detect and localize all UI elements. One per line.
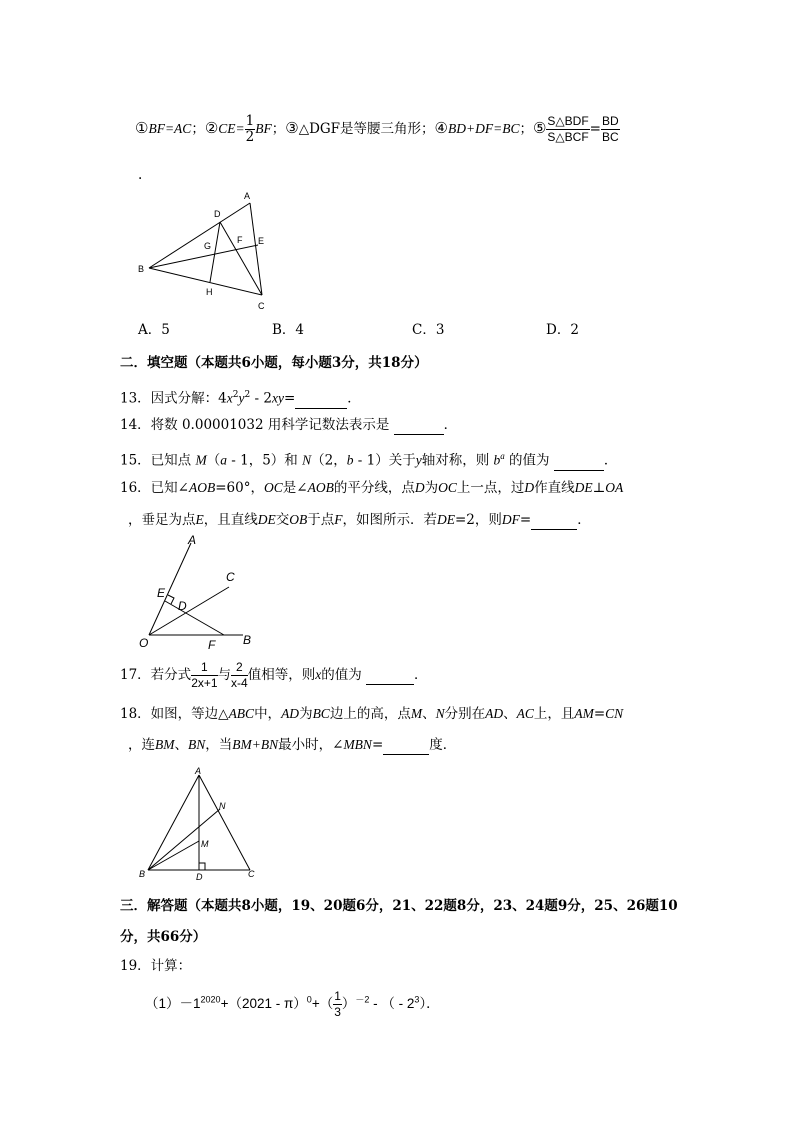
q19-text: +（2021 - π） [220,996,307,1012]
separator: ； [421,121,435,137]
q18-text: = [371,737,384,753]
segment-dh [210,222,220,282]
label-c: C [258,301,265,311]
question-19-part-1 [145,989,440,1020]
q18-text: 、 [422,706,436,722]
q16-figure [135,535,265,655]
period: ． [443,417,458,433]
equals-sign: = [283,390,296,407]
q18-figure [138,765,268,883]
q15-text: （ [206,452,221,469]
q18-text: ，当 [205,737,233,753]
q16-text: ，如图所示．若 [342,512,437,528]
var: AD [281,706,300,721]
var: AOB [307,480,334,495]
q16-text: 的平分线，点 [333,480,415,496]
q15-text: - 1）关于 [353,452,416,469]
q16-text: 于点 [307,512,335,528]
period: ． [414,667,428,683]
q12-s5-area-fraction [546,114,589,145]
label-b: B [138,264,145,274]
q16-text: 16．已知∠ [120,480,189,496]
label-c: C [248,869,255,879]
label-m: M [201,839,209,849]
q17-text: 的值为 [321,667,362,683]
separator: ； [191,121,205,137]
q12-s5-marker: ⑤ [532,119,547,137]
q19-text: ）． [419,996,440,1012]
q16-text: ⊥ [592,480,606,496]
segment-ba [149,203,250,268]
label-b: B [243,633,252,647]
label-f: F [208,638,216,652]
fraction-numerator: 1 [191,660,217,676]
exponent: 2 [232,390,239,400]
label-o: O [139,636,149,650]
q16-text: 为 [424,480,439,496]
q12-s2-marker: ② [204,119,219,137]
label-f: F [237,235,243,245]
question-13 [120,386,361,409]
q19-text: +（ [311,996,334,1012]
fraction-numerator: 1 [334,989,341,1003]
exponent: 3 [414,994,420,1005]
var: BN [188,737,206,752]
var-x: x [226,390,233,406]
var-x: x [315,667,322,682]
var: OB [289,512,308,527]
q18-text: 分别在 [444,706,486,722]
var: MBN [343,737,372,752]
q12-s4-math: BD+DF=BC [448,121,520,136]
var: N [435,706,445,721]
equals-sign: = [589,121,601,137]
var-y: y [415,452,422,468]
q16-text: 上一点，过 [456,480,525,496]
exponent: 2020 [200,994,221,1005]
fraction-numerator: S△BDF [547,114,589,128]
separator: ； [271,121,286,137]
var-b: b [493,452,501,468]
q18-text: 、 [174,737,188,753]
q18-text: 边上的高，点 [329,706,411,722]
var: F [334,512,343,527]
q16-text: 是∠ [282,480,308,496]
answer-blank[interactable] [366,666,414,685]
fraction-numerator: BD [601,114,619,128]
label-c: C [226,570,235,584]
q12-option-d: D．2 [546,322,579,338]
q15-text: - 1，5）和 [226,452,303,469]
var: AC [516,706,534,721]
answer-blank[interactable] [295,390,347,409]
q16-text: =2，则 [455,512,502,528]
q12-option-a: A．5 [138,322,170,338]
q18-text: 为 [299,706,313,722]
exponent: －2 [355,994,370,1005]
q12-s4-marker: ④ [434,119,448,137]
fraction-numerator: 2 [231,660,248,676]
fraction-numerator: 1 [245,113,255,129]
var: DE [257,512,276,527]
q12-s1-marker: ① [135,119,149,137]
q19-fraction [333,989,342,1020]
var: OC [264,480,283,495]
q17-fraction-2 [231,660,248,691]
q18-text: 中， [254,706,282,722]
period: ． [603,452,618,469]
var: AOB [189,480,216,495]
q19-text: ） [341,996,356,1012]
q17-text: 与 [217,667,232,683]
label-d: D [196,872,203,882]
label-d: D [178,599,187,613]
label-e: E [258,236,265,246]
side-ac [199,775,250,870]
label-a: A [188,535,197,547]
q18-text: = [593,706,606,722]
fraction-denominator: 2x+1 [191,676,218,690]
q15-text: 15．已知点 [120,452,196,469]
var: CN [605,706,624,721]
var: OA [605,480,624,495]
var: E [195,512,204,527]
q16-text: =60°， [215,480,264,496]
right-angle-mark [168,595,174,604]
var-xy: xy [271,390,284,406]
var: DE [437,512,455,527]
question-16-line-1 [120,479,623,497]
q13-text: 13．因式分解：4 [120,390,227,407]
fraction-denominator: S△BCF [547,130,589,144]
var: AD [485,706,504,721]
question-14 [120,416,457,435]
var-a: a [220,452,227,468]
label-g: G [204,241,212,251]
q17-fraction-1 [191,660,217,691]
var: ABC [228,706,255,721]
question-16-line-2 [128,511,591,530]
right-angle-mark [199,863,205,870]
q18-text: ，连 [128,737,155,753]
question-15 [120,447,617,471]
q12-s2-fraction [245,114,256,145]
q17-text: 17．若分式 [120,667,192,683]
q12-s2-math-tail: BF [255,121,272,136]
var: BM [155,737,175,752]
var-n: N [302,452,312,468]
q19-text: （1）－1 [145,996,201,1012]
exponent-a: a [500,451,505,461]
q12-option-b: B．4 [272,322,305,338]
q16-text: 作直线 [534,480,575,496]
var: DE [574,480,593,495]
q18-text: 、 [503,706,517,722]
answer-blank[interactable] [531,511,577,530]
var: AM [574,706,594,721]
q13-minus: - 2 [250,390,272,407]
section-3-heading-line-2: 分，共66分） [120,929,207,945]
var-m: M [195,452,207,468]
segment-bn [148,809,220,870]
exponent: 0 [306,994,312,1005]
q12-end-period: . [138,167,143,183]
period: ． [347,390,361,407]
question-18-line-2 [128,736,456,755]
var: BC [312,706,330,721]
period: ． [577,512,591,528]
var: D [414,480,425,495]
fraction-denominator: BC [601,130,619,144]
q12-option-c: C．3 [412,322,445,338]
exponent: 2 [244,390,251,400]
var-b: b [346,452,354,468]
q19-text: - （ - 2 [369,996,415,1012]
q15-text: 轴对称，则 [421,452,494,469]
answer-blank[interactable] [383,736,429,755]
var: OC [438,480,457,495]
label-a: A [195,766,202,776]
fraction-denominator: 3 [334,1005,341,1019]
q18-text: 上，且 [533,706,575,722]
question-17 [120,660,428,691]
fraction-denominator: 2 [245,129,255,145]
q16-text: ，垂足为点 [128,512,196,528]
answer-blank[interactable] [394,416,444,435]
ray-oa [149,543,191,635]
segment-ac [250,203,265,295]
separator: ； [519,121,533,137]
q12-s5-ratio-fraction [601,114,620,145]
q12-statements [135,114,620,145]
var: M [410,706,423,721]
q14-text: 14．将数 0.00001032 用科学记数法表示是 [120,417,390,433]
label-d: D [214,209,221,219]
q16-text: 交 [275,512,290,528]
q18-text: 度． [429,737,457,753]
label-h: H [206,287,213,297]
question-18-line-1 [120,705,623,723]
q15-text: 的值为 [504,452,550,469]
q12-s1-math: BF=AC [148,121,192,136]
q12-s3-text: △DGF是等腰三角形 [298,121,422,137]
section-2-heading: 二．填空题（本题共6小题，每小题3分，共18分） [120,355,428,371]
var-y: y [238,390,245,406]
var: BM+BN [232,737,279,752]
q18-text: 最小时，∠ [278,737,344,753]
q18-text: 18．如图，等边△ [120,706,229,722]
fraction-denominator: x-4 [231,676,248,690]
segment-dc [220,222,265,295]
q15-text: （2， [311,452,347,469]
q16-text: = [519,512,532,528]
q12-s2-math: CE= [218,121,245,136]
q16-text: ，且直线 [203,512,258,528]
answer-blank[interactable] [554,452,604,471]
label-n: N [219,801,226,811]
label-b: B [139,869,146,879]
section-3-heading-line-1: 三．解答题（本题共8小题，19、20题6分，21、22题8分，23、24题9分，25、26题10 [120,898,678,914]
q12-s3-marker: ③ [285,119,299,137]
q12-figure [130,185,280,315]
q17-text: 值相等，则 [247,667,316,683]
line-ef [165,601,224,635]
var: DF [501,512,520,527]
question-19-title: 19．计算： [120,958,192,974]
var: D [524,480,535,495]
label-e: E [157,586,166,600]
label-a: A [244,191,251,201]
